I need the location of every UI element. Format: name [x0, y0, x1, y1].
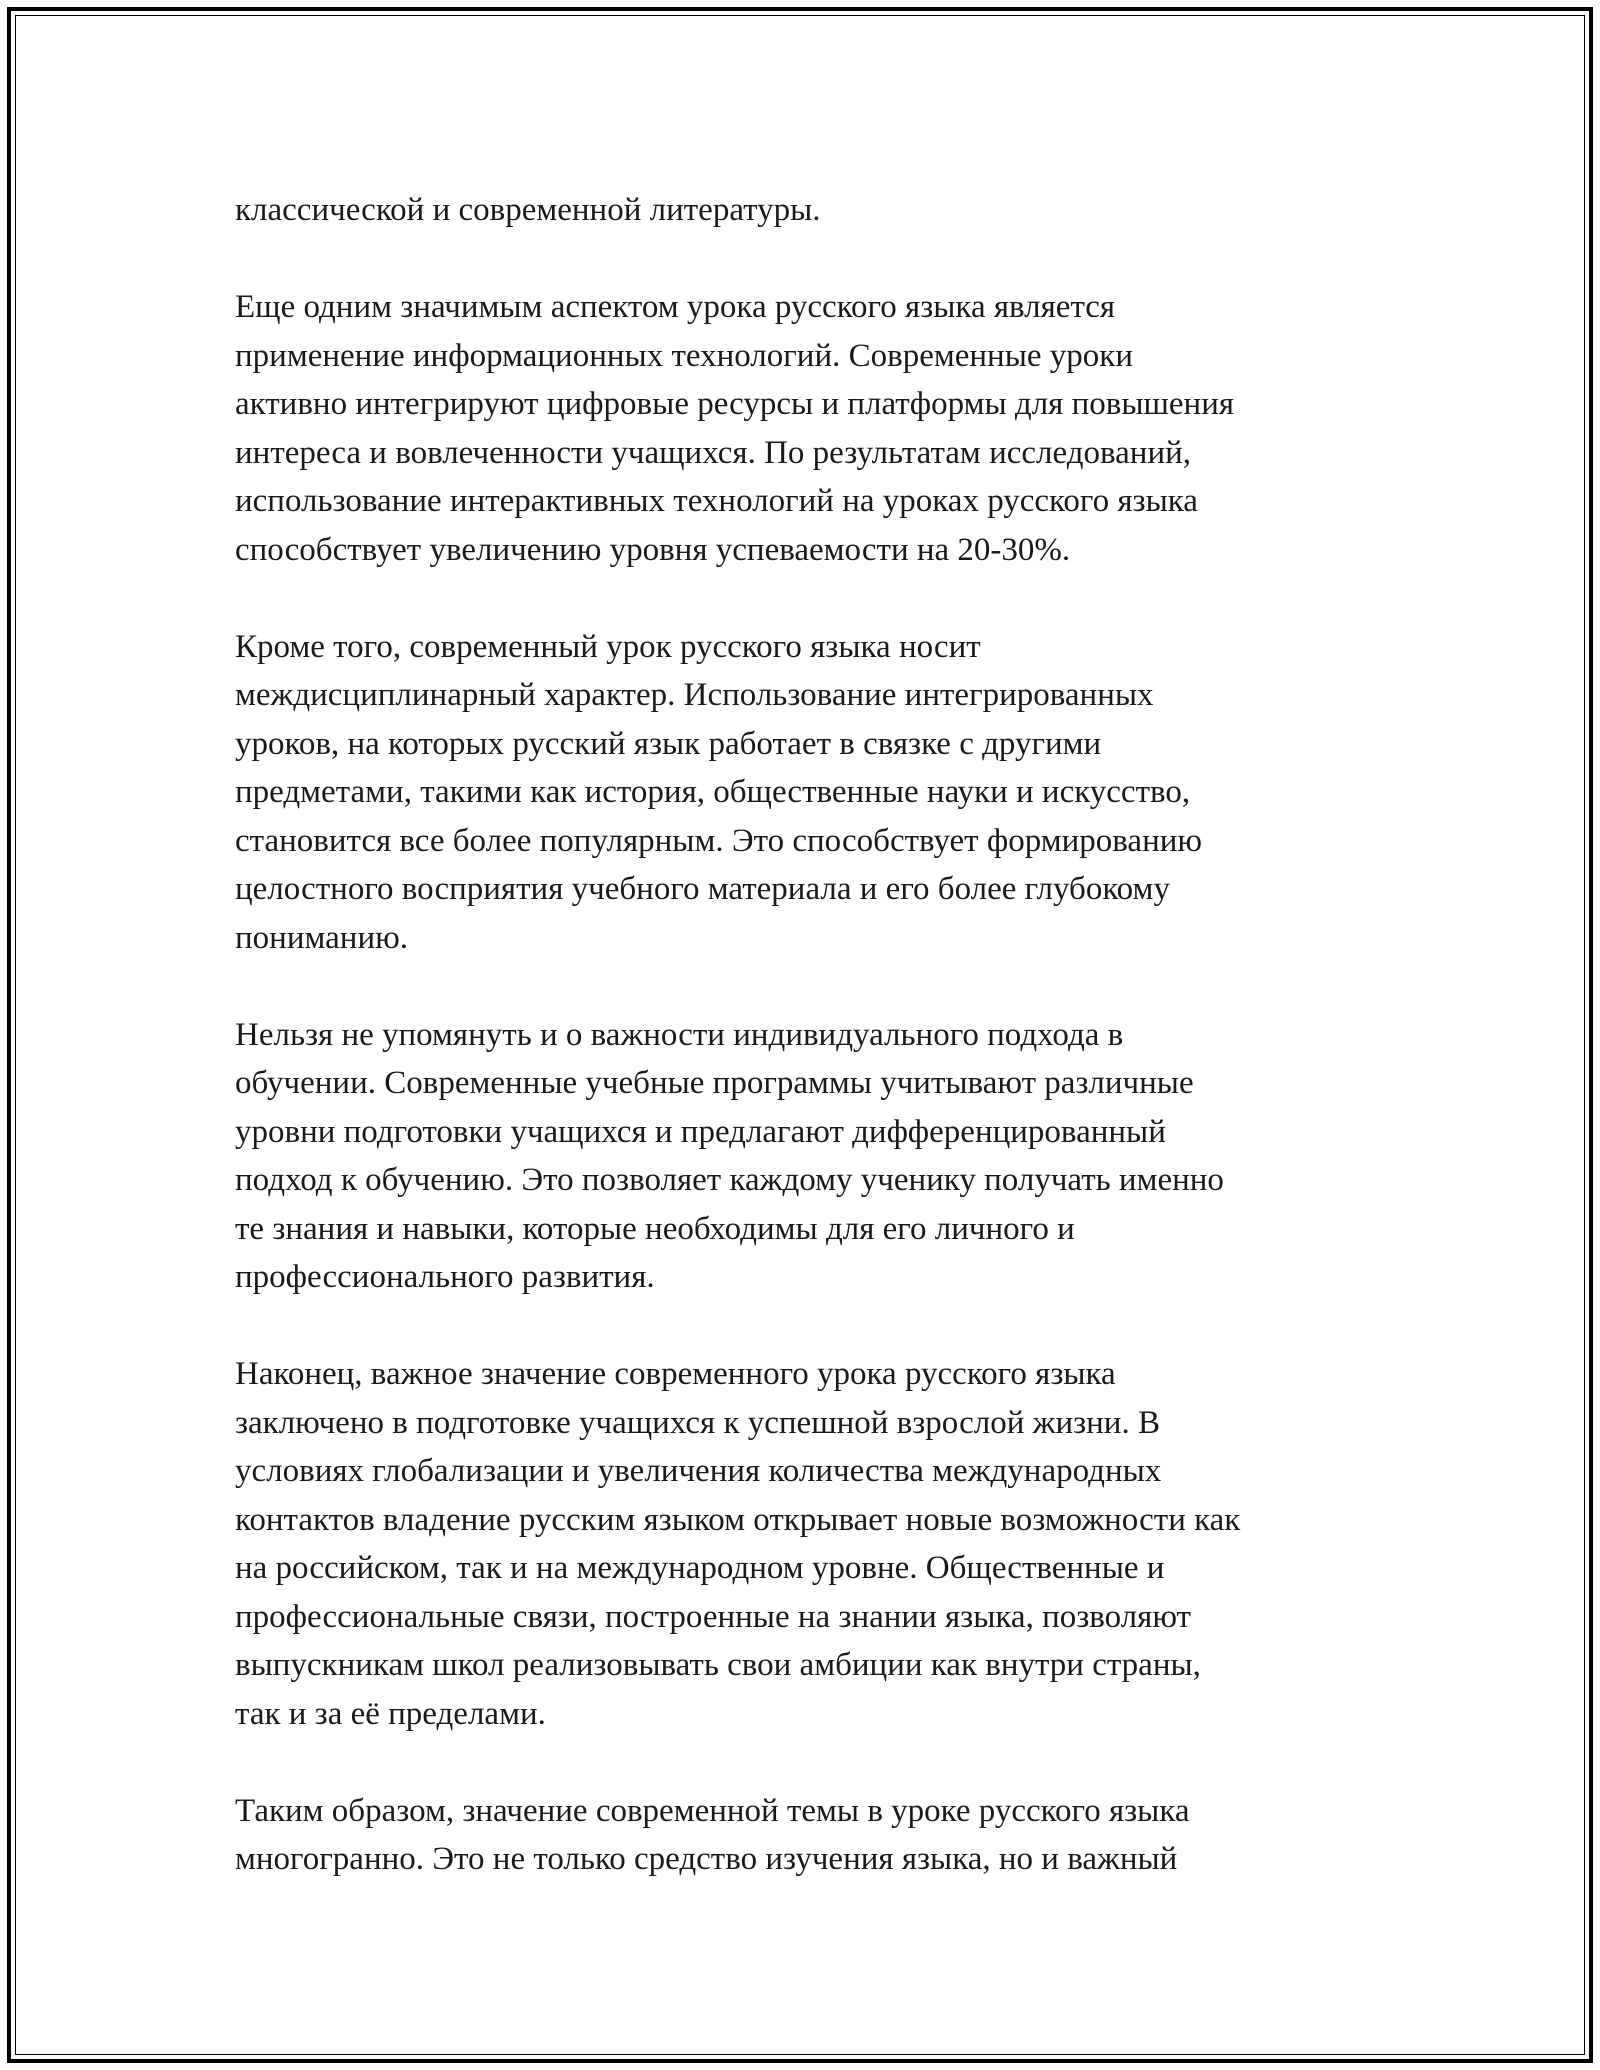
paragraph-1: классической и современной литературы.	[235, 192, 821, 228]
paragraph-4: Нельзя не упомянуть и о важности индивидуального подхода в обучении. Современные учебные программы учитывают различные уровни подготовки учащихся и предлагают дифференцированный подход к обучению. Это позволяет каждому ученику получать именно те знания и навыки, которые необходимы для его личного и профессионального развития.	[235, 1016, 1224, 1295]
paragraph-6: Таким образом, значение современной темы в уроке русского языка многогранно. Это не только средство изучения языка, но и важный	[235, 1792, 1190, 1877]
paragraph-2: Еще одним значимым аспектом урока русского языка является применение информационных технологий. Современные уроки активно интегрируют цифровые ресурсы и платформы для повышения интереса и вовлеченности учащихся. По результатам исследований, использование интерактивных технологий на уроках русского языка способствует увеличению уровня успеваемости на 20-30%.	[235, 289, 1235, 568]
paragraph-5: Наконец, важное значение современного урока русского языка заключено в подготовке учащихся к успешной взрослой жизни. В условиях глобализации и увеличения количества международных контактов владение русским языком открывает новые возможности как на российском, так и на международном уровне. Общественные и профессиональные связи, построенные на знании языка, позволяют выпускникам школ реализовывать свои амбиции как внутри страны, так и за её пределами.	[235, 1356, 1241, 1732]
paragraph-3: Кроме того, современный урок русского языка носит междисциплинарный характер. Использование интегрированных уроков, на которых русский язык работает в связке с другими предметами, такими как история, общественные науки и искусство, становится все более популярным. Это способствует формированию целостного восприятия учебного материала и его более глубокому пониманию.	[235, 628, 1203, 956]
document-body	[235, 186, 1395, 1884]
